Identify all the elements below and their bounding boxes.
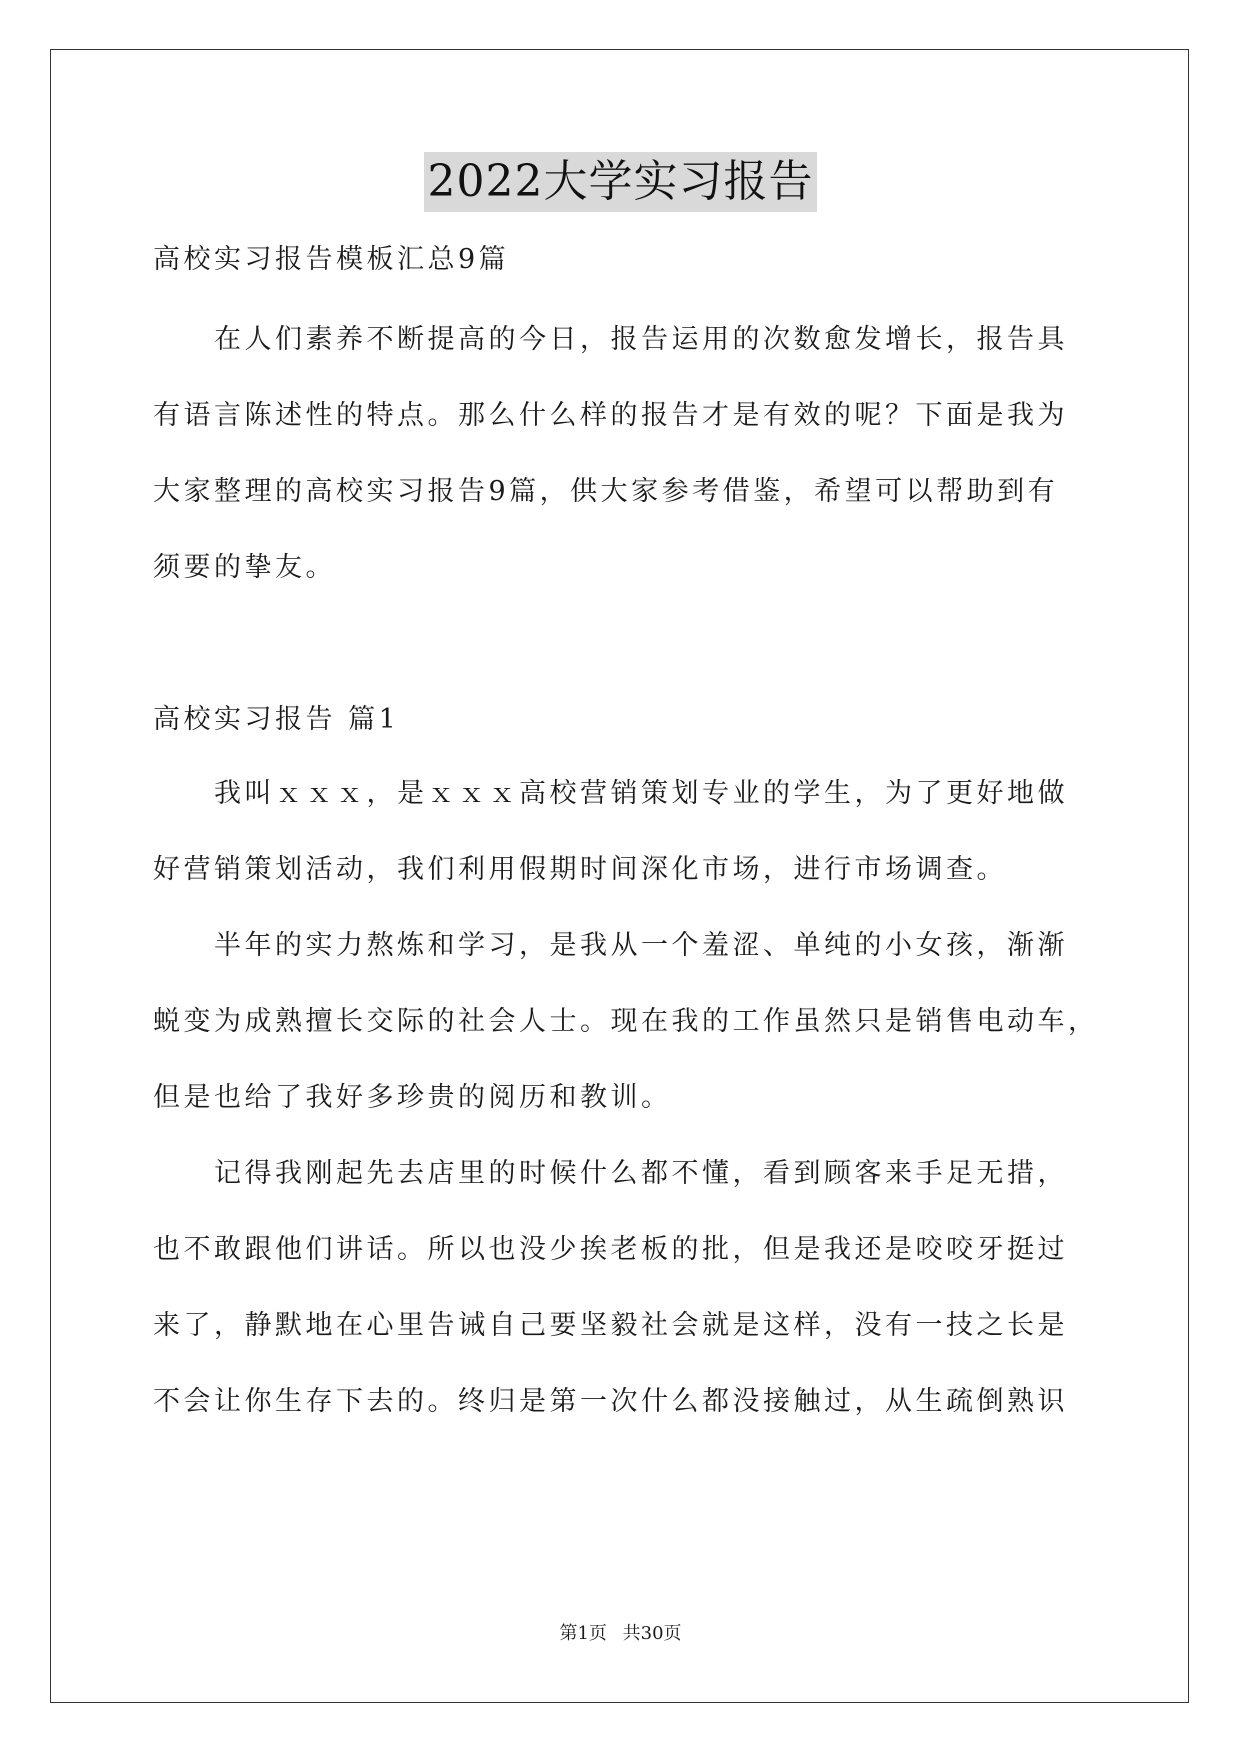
page-footer: 第1页 共30页 [559, 1623, 682, 1644]
body-line-1: 我叫ｘｘｘ，是ｘｘｘ高校营销策划专业的学生，为了更好地做 [214, 778, 1068, 809]
body-line-5: 但是也给了我好多珍贵的阅历和教训。 [153, 1082, 672, 1113]
intro-line-3: 大家整理的高校实习报告9篇，供大家参考借鉴，希望可以帮助到有 [153, 476, 1059, 507]
body-line-6: 记得我刚起先去店里的时候什么都不懂，看到顾客来手足无措， [214, 1158, 1068, 1189]
body-line-2: 好营销策划活动，我们利用假期时间深化市场，进行市场调查。 [153, 854, 1007, 885]
intro-line-2: 有语言陈述性的特点。那么什么样的报告才是有效的呢？下面是我为 [153, 400, 1068, 431]
body-line-8: 来了，静默地在心里告诫自己要坚毅社会就是这样，没有一技之长是 [153, 1310, 1068, 1341]
body-line-9: 不会让你生存下去的。终归是第一次什么都没接触过，从生疏倒熟识 [153, 1386, 1068, 1417]
body-line-7: 也不敢跟他们讲话。所以也没少挨老板的批，但是我还是咬咬牙挺过 [153, 1234, 1068, 1265]
document-subtitle: 高校实习报告模板汇总9篇 [153, 244, 510, 275]
intro-line-1: 在人们素养不断提高的今日，报告运用的次数愈发增长，报告具 [214, 324, 1068, 355]
intro-line-4: 须要的挚友。 [153, 552, 336, 583]
body-line-4: 蜕变为成熟擅长交际的社会人士。现在我的工作虽然只是销售电动车， [153, 1006, 1099, 1037]
document-title: 2022大学实习报告 [424, 152, 818, 212]
body-line-3: 半年的实力熬炼和学习，是我从一个羞涩、单纯的小女孩，渐渐 [214, 930, 1068, 961]
title-container [0, 152, 1241, 212]
section-heading: 高校实习报告 篇1 [153, 704, 400, 735]
